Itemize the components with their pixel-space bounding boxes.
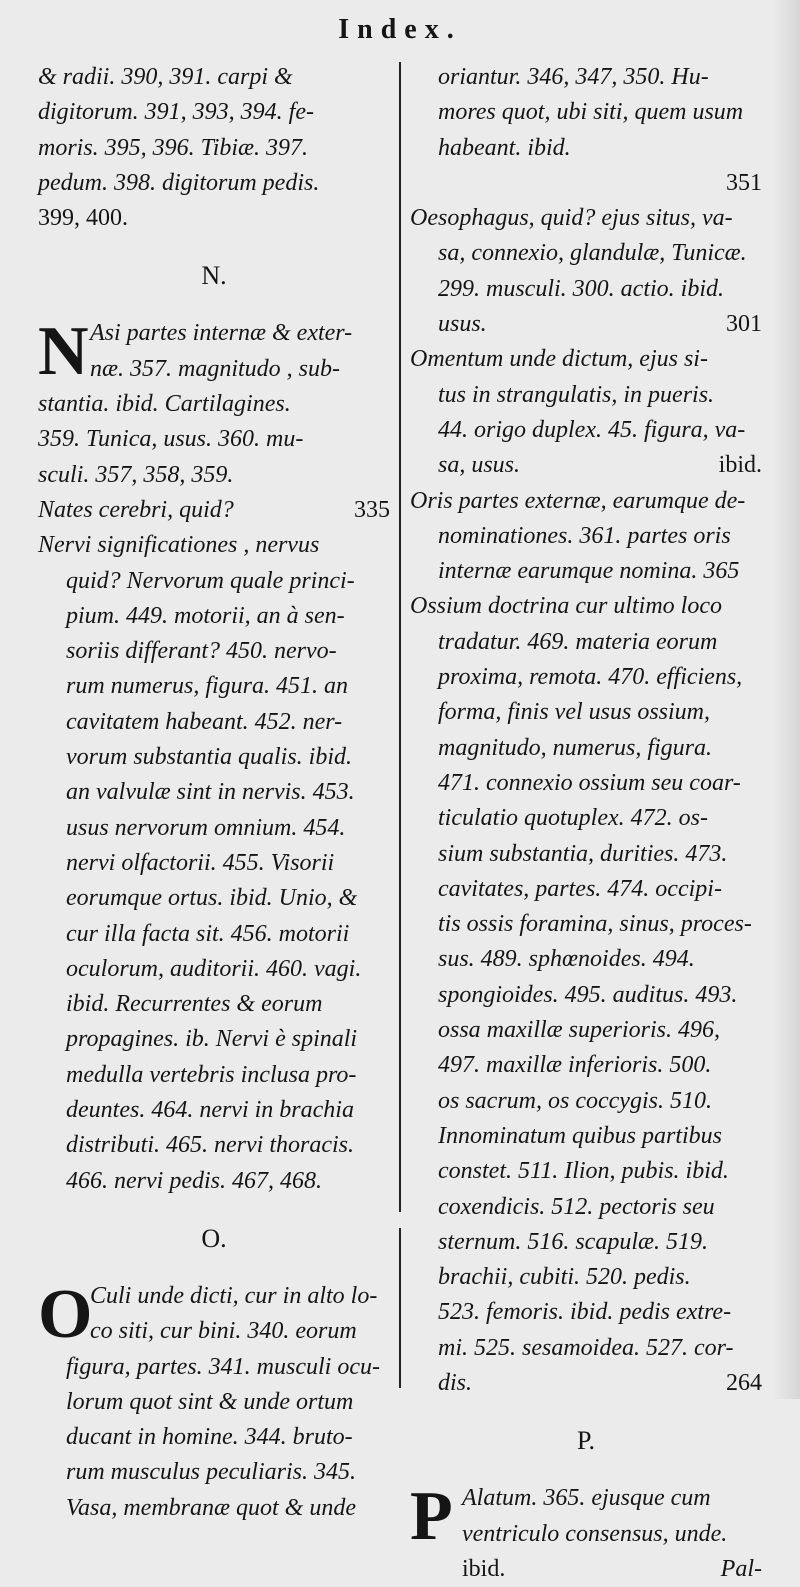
index-line: Ossium doctrina cur ultimo loco [410, 593, 722, 620]
page-edge-shadow [772, 0, 800, 1399]
index-line: co siti, cur bini. 340. eorum [90, 1318, 357, 1345]
index-line: digitorum. 391, 393, 394. fe- [38, 99, 314, 126]
page-number: 335 [354, 496, 390, 523]
index-line: an valvulæ sint in nervis. 453. [66, 779, 355, 806]
entry-omentum [410, 342, 762, 483]
page-number: 351 [726, 169, 762, 196]
index-line: 299. musculi. 300. actio. ibid. [438, 275, 724, 302]
index-line: ducant in homine. 344. bruto- [66, 1424, 353, 1451]
index-line: spongioides. 495. auditus. 493. [438, 981, 738, 1008]
index-line: Oesophagus, quid? ejus situs, va- [410, 205, 733, 232]
index-line [410, 1366, 762, 1401]
index-line: sus. 489. sphœnoides. 494. [438, 946, 695, 973]
index-line: soriis differant? 450. nervo- [66, 638, 337, 665]
index-line: 471. connexio ossium seu coar- [438, 769, 741, 796]
index-line: ossa maxillæ superioris. 496, [438, 1017, 721, 1044]
index-line: pedum. 398. digitorum pedis. [38, 169, 320, 196]
index-line: Culi unde dicti, cur in alto lo- [90, 1282, 378, 1309]
entry-text: dis. [438, 1369, 473, 1396]
index-line: Omentum unde dictum, ejus si- [410, 346, 708, 373]
index-line: sternum. 516. scapulæ. 519. [438, 1228, 708, 1255]
index-line [410, 307, 762, 342]
index-line: nominationes. 361. partes oris [438, 522, 731, 549]
index-line: oculorum, auditorii. 460. vagi. [66, 955, 362, 982]
column-rule-top [399, 62, 401, 1212]
index-line: mores quot, ubi siti, quem usum [438, 99, 744, 126]
entry-text: ibid. [462, 1555, 506, 1582]
index-line: usus nervorum omnium. 454. [66, 814, 346, 841]
index-line: forma, finis vel usus ossium, [438, 699, 711, 726]
drop-cap: N [38, 313, 89, 391]
entry-oculi [38, 1275, 390, 1526]
index-line: sculi. 357, 358, 359. [38, 461, 234, 488]
index-line: 44. origo duplex. 45. figura, va- [438, 416, 746, 443]
index-line: mi. 525. sesamoidea. 527. cor- [438, 1334, 734, 1361]
right-column [410, 60, 762, 1587]
index-line: sa, connexio, glandulæ, Tunicæ. [438, 240, 747, 267]
index-line: ticulatio quotuplex. 472. os- [438, 805, 708, 832]
index-line: Alatum. 365. ejusque cum [462, 1485, 711, 1512]
index-line: moris. 395, 396. Tibiæ. 397. [38, 134, 309, 161]
catchword: Pal- [720, 1555, 762, 1582]
index-line: tus in strangulatis, in pueris. [438, 381, 715, 408]
index-line: ventriculo consensus, unde. [462, 1520, 728, 1547]
index-line: deuntes. 464. nervi in brachia [66, 1097, 354, 1124]
entry-text: usus. [438, 311, 487, 338]
index-line: eorumque ortus. ibid. Unio, & [66, 885, 358, 912]
index-line [410, 448, 762, 483]
index-line: cavitatem habeant. 452. ner- [66, 708, 343, 735]
drop-cap: P [410, 1478, 453, 1556]
index-line: nervi olfactorii. 455. Visorii [66, 849, 335, 876]
index-line: constet. 511. Ilion, pubis. ibid. [438, 1158, 729, 1185]
entry-oesophagus [410, 201, 762, 342]
entry-nasi [38, 313, 390, 492]
index-line: brachii, cubiti. 520. pedis. [438, 1264, 691, 1291]
section-heading-o: O. [201, 1223, 227, 1253]
index-line: internæ earumque nomina. 365 [438, 558, 740, 585]
index-line: cavitates, partes. 474. occipi- [438, 875, 722, 902]
page-number: 264 [726, 1369, 762, 1396]
section-heading-p: P. [576, 1426, 596, 1456]
index-line: vorum substantia qualis. ibid. [66, 744, 353, 771]
entry-ossium [410, 589, 762, 1401]
entry-oris [410, 484, 762, 590]
index-line: Innominatum quibus partibus [438, 1122, 723, 1149]
index-line: tradatur. 469. materia eorum [438, 628, 718, 655]
entry-nervi [38, 528, 390, 1199]
entry-text: Nates cerebri, quid? [38, 496, 234, 523]
index-line: 523. femoris. ibid. pedis extre- [438, 1299, 732, 1326]
index-line: 497. maxillæ inferioris. 500. [438, 1052, 712, 1079]
index-line: 399, 400. [38, 205, 128, 232]
index-line: figura, partes. 341. musculi ocu- [66, 1353, 380, 1380]
index-line: rum numerus, figura. 451. an [66, 673, 349, 700]
index-line [410, 1552, 762, 1587]
index-line: oriantur. 346, 347, 350. Hu- [438, 64, 709, 90]
column-rule-bottom [399, 1228, 401, 1388]
index-line: næ. 357. magnitudo , sub- [90, 355, 341, 382]
entry-nates [38, 493, 390, 528]
index-line: 466. nervi pedis. 467, 468. [66, 1167, 322, 1194]
index-line: proxima, remota. 470. efficiens, [438, 664, 743, 691]
index-line: sium substantia, durities. 473. [438, 840, 728, 867]
index-line: ibid. Recurrentes & eorum [66, 991, 323, 1018]
index-line: quid? Nervorum quale princi- [66, 567, 355, 594]
index-line: coxendicis. 512. pectoris seu [438, 1193, 715, 1220]
index-line: Asi partes internæ & exter- [90, 320, 353, 347]
index-line: magnitudo, numerus, figura. [438, 734, 713, 761]
index-line: rum musculus peculiaris. 345. [66, 1459, 356, 1486]
index-line: medulla vertebris inclusa pro- [66, 1061, 357, 1088]
page-header: Index. [338, 14, 462, 45]
drop-cap: O [38, 1275, 93, 1353]
index-line: cur illa facta sit. 456. motorii [66, 920, 350, 947]
entry-palatum [410, 1478, 762, 1587]
index-line: Nervi significationes , nervus [38, 532, 320, 559]
section-heading-n: N. [201, 261, 227, 291]
index-line: Vasa, membranæ quot & unde [66, 1494, 356, 1521]
page-number-line [410, 166, 762, 201]
index-line: habeant. ibid. [438, 134, 571, 161]
left-column [38, 60, 390, 1526]
page-reference: ibid. [718, 452, 762, 479]
index-line: pium. 449. motorii, an à sen- [66, 602, 345, 629]
entry-text: sa, usus. [438, 452, 521, 479]
index-line: stantia. ibid. Cartilagines. [38, 391, 291, 418]
page-number: 301 [726, 311, 762, 338]
index-line: os sacrum, os coccygis. 510. [438, 1087, 712, 1114]
index-line: distributi. 465. nervi thoracis. [66, 1132, 354, 1159]
index-line: propagines. ib. Nervi è spinali [66, 1026, 358, 1053]
index-line: lorum quot sint & unde ortum [66, 1388, 354, 1415]
index-line: 359. Tunica, usus. 360. mu- [38, 426, 304, 453]
index-line: Oris partes externæ, earumque de- [410, 487, 746, 514]
index-line: & radii. 390, 391. carpi & [38, 64, 293, 90]
index-line: tis ossis foramina, sinus, proces- [438, 911, 752, 938]
